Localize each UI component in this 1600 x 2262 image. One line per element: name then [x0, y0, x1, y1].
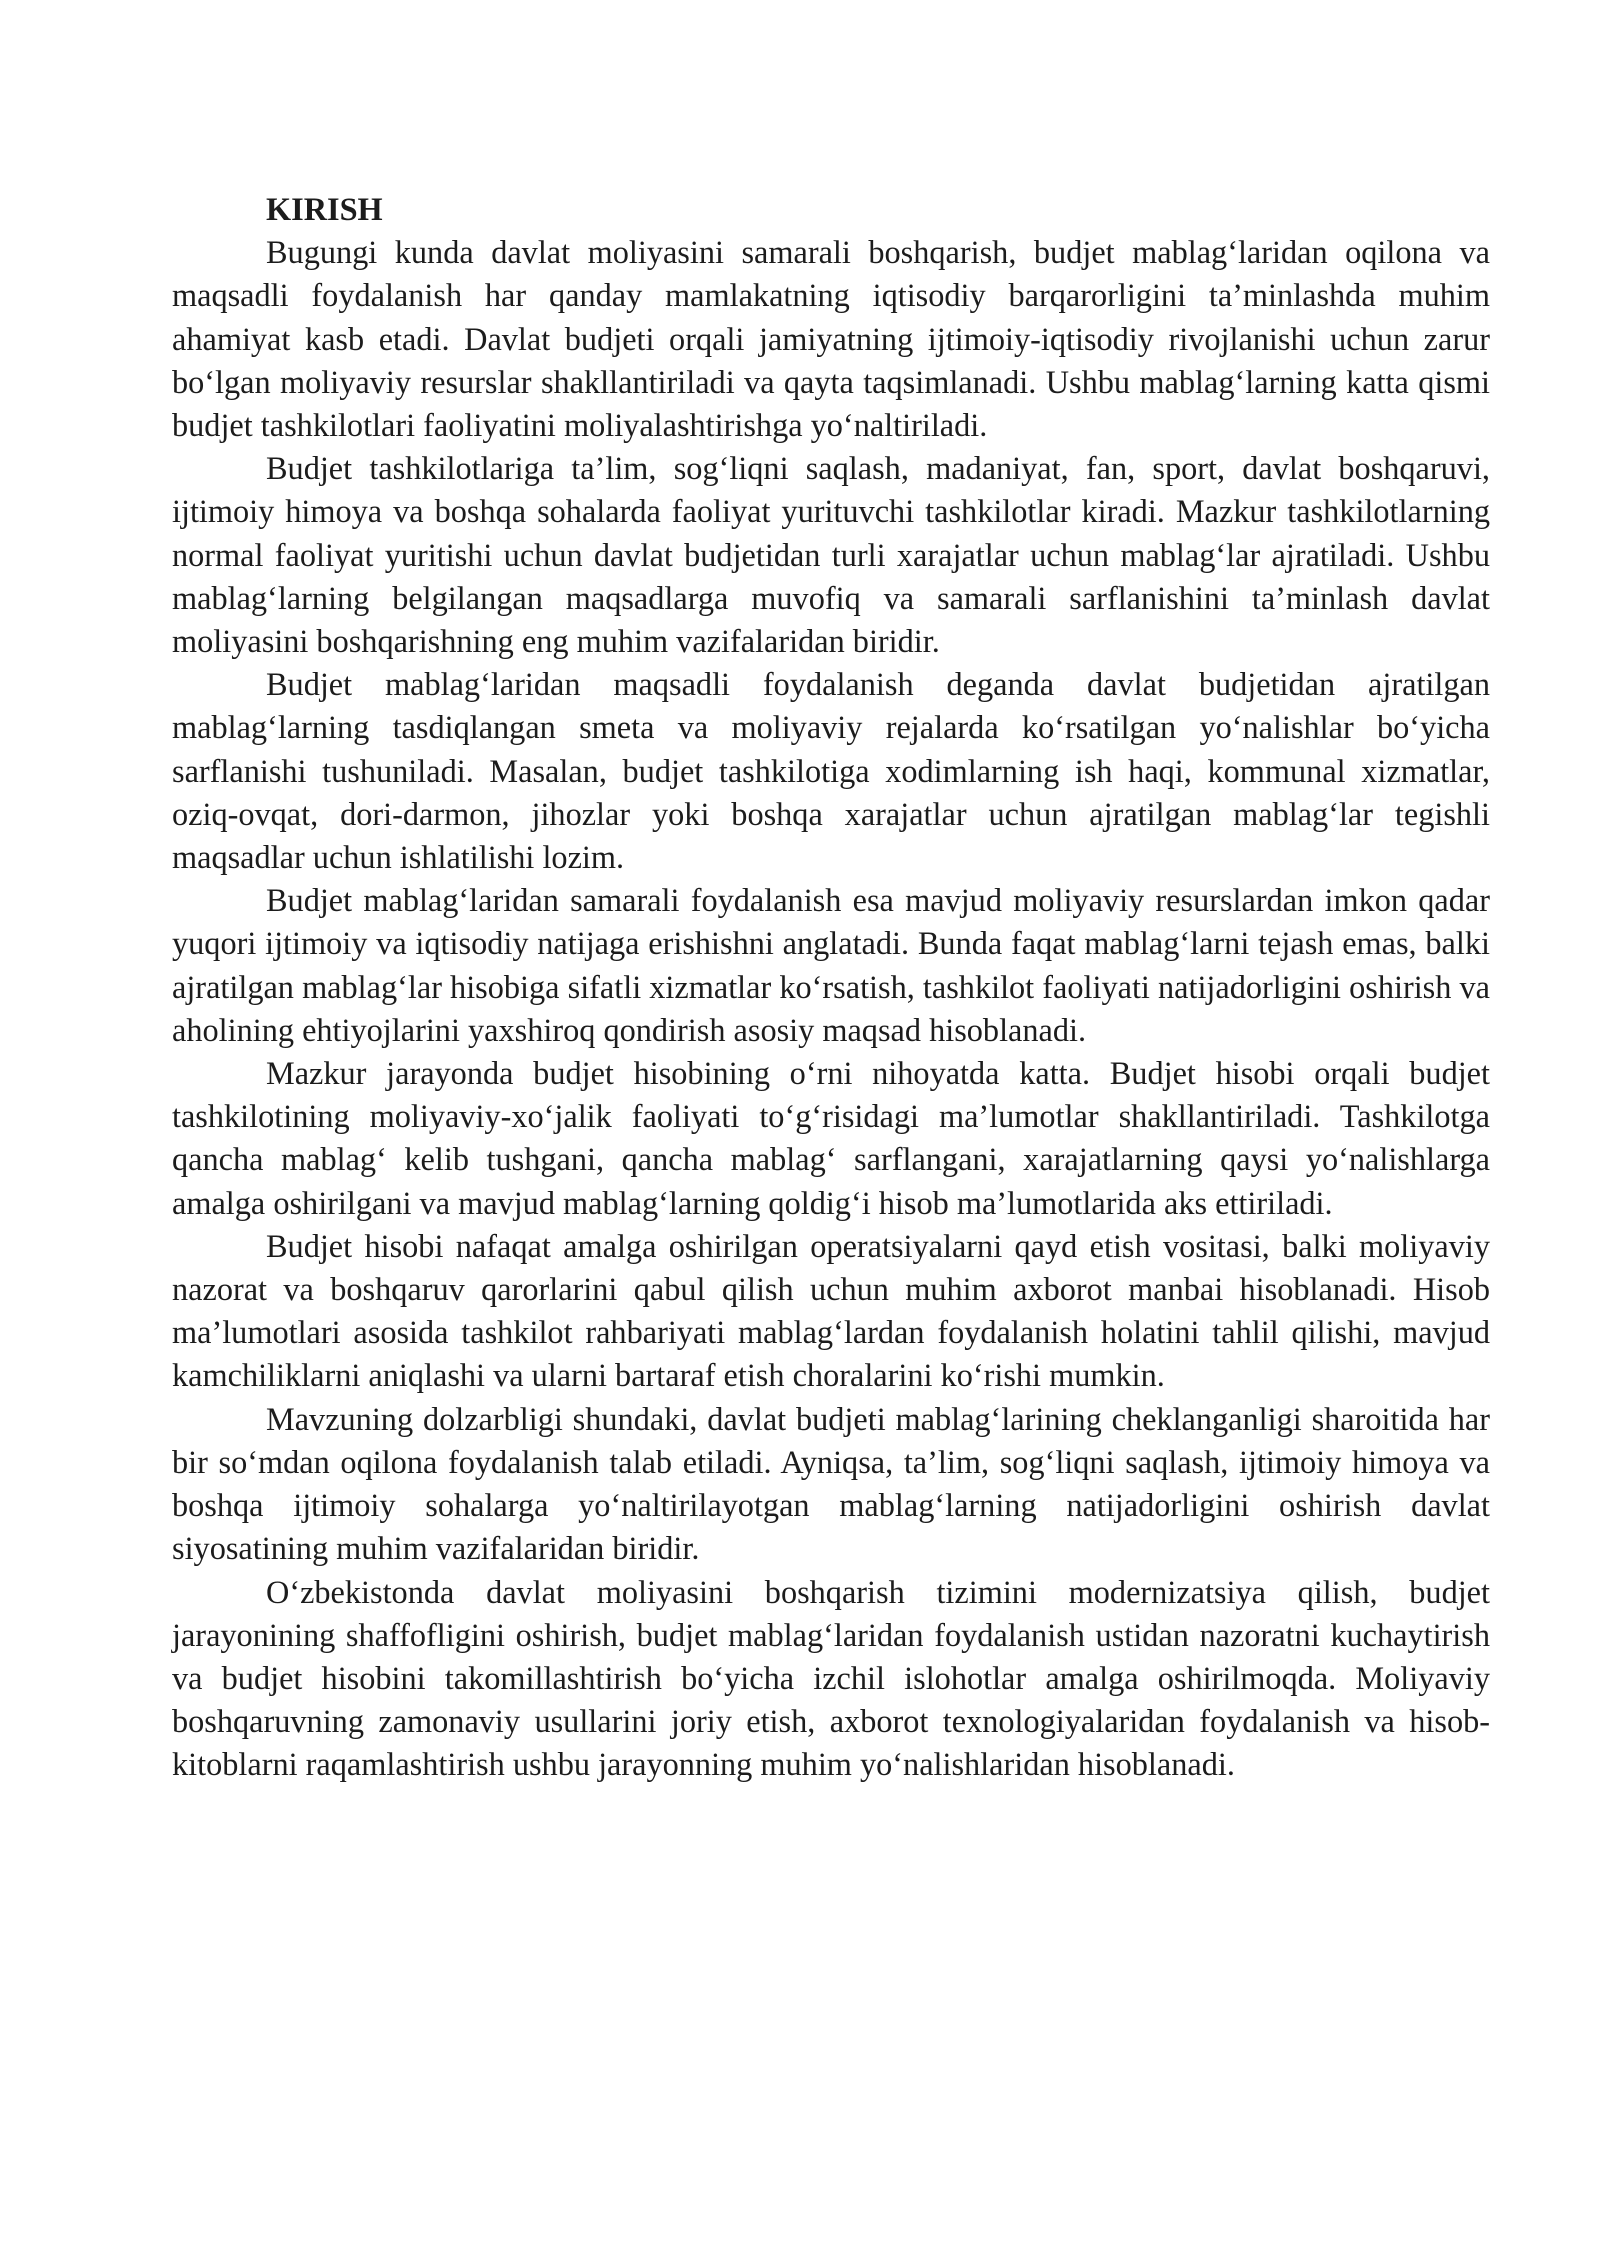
section-heading: KIRISH: [266, 191, 383, 227]
paragraph-2: Budjet tashkilotlariga ta’lim, sog‘liqni saqlash, madaniyat, fan, sport, davlat boshqaruvi, ijtimoiy himoya va boshqa sohalarda faoliyat yurituvchi tashkilotlar kiradi. Mazkur tashkilotlarning normal faoliyat yuritishi uchun davlat budjetidan turli xarajatlar uchun mablag‘lar ajratiladi. Ushbu mablag‘larning belgilangan maqsadlarga muvofiq va samarali sarflanishini ta’minlash davlat moliyasini boshqarishning eng muhim vazifalaridan biridir.: [172, 450, 1490, 660]
paragraph-7: Mavzuning dolzarbligi shundaki, davlat budjeti mablag‘larining cheklanganligi sharoitida har bir so‘mdan oqilona foydalanish talab etiladi. Ayniqsa, ta’lim, sog‘liqni saqlash, ijtimoiy himoya va boshqa ijtimoiy sohalarga yo‘naltirilayotgan mablag‘larning natijadorligini oshirish davlat siyosatining muhim vazifalaridan biridir.: [172, 1400, 1490, 1567]
paragraph-3: Budjet mablag‘laridan maqsadli foydalanish deganda davlat budjetidan ajratilgan mablag‘larning tasdiqlangan smeta va moliyaviy rejalarda ko‘rsatilgan yo‘nalishlar bo‘yicha sarflanishi tushuniladi. Masalan, budjet tashkilotiga xodimlarning ish haqi, kommunal xizmatlar, oziq-ovqat, dori-darmon, jihozlar yoki boshqa xarajatlar uchun ajratilgan mablag‘lar tegishli maqsadlar uchun ishlatilishi lozim.: [172, 666, 1490, 876]
paragraph-6: Budjet hisobi nafaqat amalga oshirilgan operatsiyalarni qayd etish vositasi, balki moliyaviy nazorat va boshqaruv qarorlarini qabul qilish uchun muhim axborot manbai hisoblanadi. Hisob ma’lumotlari asosida tashkilot rahbariyati mablag‘lardan foydalanish holatini tahlil qilishi, mavjud kamchiliklarni aniqlashi va ularni bartaraf etish choralarini ko‘rishi mumkin.: [172, 1227, 1490, 1394]
paragraph-8: O‘zbekistonda davlat moliyasini boshqarish tizimini modernizatsiya qilish, budjet jarayonining shaffofligini oshirish, budjet mablag‘laridan foydalanish ustidan nazoratni kuchaytirish va budjet hisobini takomillashtirish bo‘yicha izchil islohotlar amalga oshirilmoqda. Moliyaviy boshqaruvning zamonaviy usullarini joriy etish, axborot texnologiyalaridan foydalanish va hisob-kitoblarni raqamlashtirish ushbu jarayonning muhim yo‘nalishlaridan hisoblanadi.: [172, 1573, 1490, 1783]
document-page: [172, 188, 1490, 1787]
paragraph-4: Budjet mablag‘laridan samarali foydalanish esa mavjud moliyaviy resurslardan imkon qadar yuqori ijtimoiy va iqtisodiy natijaga erishishni anglatadi. Bunda faqat mablag‘larni tejash emas, balki ajratilgan mablag‘lar hisobiga sifatli xizmatlar ko‘rsatish, tashkilot faoliyati natijadorligini oshirish va aholining ehtiyojlarini yaxshiroq qondirish asosiy maqsad hisoblanadi.: [172, 882, 1490, 1048]
paragraph-1: Bugungi kunda davlat moliyasini samarali boshqarish, budjet mablag‘laridan oqilona va maqsadli foydalanish har qanday mamlakatning iqtisodiy barqarorligini ta’minlashda muhim ahamiyat kasb etadi. Davlat budjeti orqali jamiyatning ijtimoiy-iqtisodiy rivojlanishi uchun zarur bo‘lgan moliyaviy resurslar shakllantiriladi va qayta taqsimlanadi. Ushbu mablag‘larning katta qismi budjet tashkilotlari faoliyatini moliyalashtirishga yo‘naltiriladi.: [172, 234, 1490, 444]
paragraph-5: Mazkur jarayonda budjet hisobining o‘rni nihoyatda katta. Budjet hisobi orqali budjet tashkilotining moliyaviy-xo‘jalik faoliyati to‘g‘risidagi ma’lumotlar shakllantiriladi. Tashkilotga qancha mablag‘ kelib tushgani, qancha mablag‘ sarflangani, xarajatlarning qaysi yo‘nalishlarga amalga oshirilgani va mavjud mablag‘larning qoldig‘i hisob ma’lumotlarida aks ettiriladi.: [172, 1055, 1490, 1221]
